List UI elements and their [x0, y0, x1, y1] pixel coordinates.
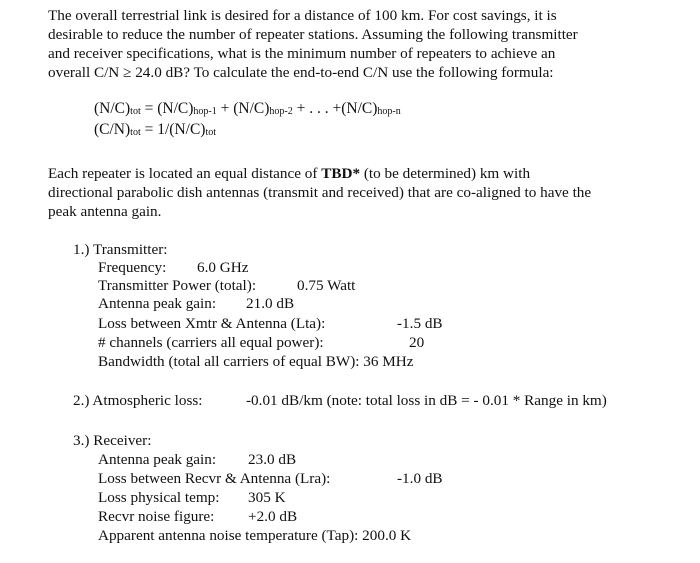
tx-frequency-label: Frequency:	[98, 259, 167, 276]
tx-frequency-value: 6.0 GHz	[197, 259, 249, 276]
tx-power-value: 0.75 Watt	[297, 277, 356, 294]
formula-subscript: tot	[205, 127, 217, 138]
rx-nf-label: Recvr noise figure:	[98, 508, 215, 525]
rx-tap-row: Apparent antenna noise temperature (Tap): 200.0 K	[98, 527, 412, 544]
formula-term: + (N/C)	[216, 100, 270, 117]
para2-line-2: directional parabolic dish antennas (transmit and received) that are co-aligned to have the	[48, 184, 592, 201]
transmitter-heading: 1.) Transmitter:	[73, 241, 168, 258]
formula-subscript: tot	[130, 127, 141, 138]
rx-temp-value: 305 K	[248, 489, 286, 506]
tx-frequency-row	[98, 259, 249, 277]
atmospheric-value: -0.01 dB/km (note: total loss in dB = - 0.01 * Range in km)	[246, 392, 607, 409]
repeater-paragraph	[48, 164, 648, 221]
atmospheric-heading: 2.) Atmospheric loss:	[73, 392, 203, 409]
formula-term: + . . . +(N/C)	[292, 100, 378, 117]
rx-loss-value: -1.0 dB	[397, 470, 443, 487]
problem-intro	[48, 6, 648, 82]
rx-temp-row	[98, 489, 286, 507]
tx-gain-value: 21.0 dB	[246, 295, 295, 312]
formula-subscript: hop-n	[377, 106, 401, 117]
para2-line-3: peak antenna gain.	[48, 203, 162, 220]
formula-term: = 1/(N/C)	[140, 121, 206, 138]
formula-term: (C/N)	[94, 121, 131, 138]
rx-loss-row	[98, 470, 443, 488]
rx-gain-label: Antenna peak gain:	[98, 451, 217, 468]
rx-nf-value: +2.0 dB	[248, 508, 298, 525]
tx-power-label: Transmitter Power (total):	[98, 277, 257, 294]
tx-loss-row	[98, 315, 443, 333]
formula-subscript: hop-2	[269, 106, 293, 117]
formula-term: (N/C)	[94, 100, 131, 117]
rx-temp-label: Loss physical temp:	[98, 489, 220, 506]
tx-channels-row	[98, 334, 425, 352]
formula-cn-total	[94, 119, 216, 144]
formula-subscript: tot	[130, 106, 141, 117]
rx-gain-value: 23.0 dB	[248, 451, 297, 468]
tbd-marker: TBD*	[321, 165, 361, 182]
receiver-heading: 3.) Receiver:	[73, 432, 152, 449]
tx-channels-value: 20	[409, 334, 425, 351]
para2-line-1	[48, 164, 648, 183]
tx-loss-value: -1.5 dB	[397, 315, 443, 332]
para2-text: (to be determined) km with	[360, 165, 531, 182]
rx-loss-label: Loss between Recvr & Antenna (Lra):	[98, 470, 331, 487]
intro-line-1: The overall terrestrial link is desired for a distance of 100 km. For cost savings, it is	[48, 7, 557, 24]
intro-line-3: and receiver specifications, what is the minimum number of repeaters to achieve an	[48, 45, 556, 62]
intro-line-4: overall C/N ≥ 24.0 dB? To calculate the end-to-end C/N use the following formula:	[48, 64, 554, 81]
tx-gain-label: Antenna peak gain:	[98, 295, 217, 312]
rx-gain-row	[98, 451, 297, 469]
rx-nf-row	[98, 508, 298, 526]
intro-line-2: desirable to reduce the number of repeater stations. Assuming the following transmitter	[48, 26, 578, 43]
tx-gain-row	[98, 295, 295, 313]
atmospheric-row	[73, 392, 607, 410]
tx-power-row	[98, 277, 356, 295]
para2-text: Each repeater is located an equal distance of	[48, 165, 322, 182]
formula-subscript: hop-1	[193, 106, 217, 117]
tx-channels-label: # channels (carriers all equal power):	[98, 334, 324, 351]
tx-loss-label: Loss between Xmtr & Antenna (Lta):	[98, 315, 326, 332]
formula-term: = (N/C)	[140, 100, 194, 117]
tx-bandwidth-row: Bandwidth (total all carriers of equal BW): 36 MHz	[98, 353, 414, 370]
